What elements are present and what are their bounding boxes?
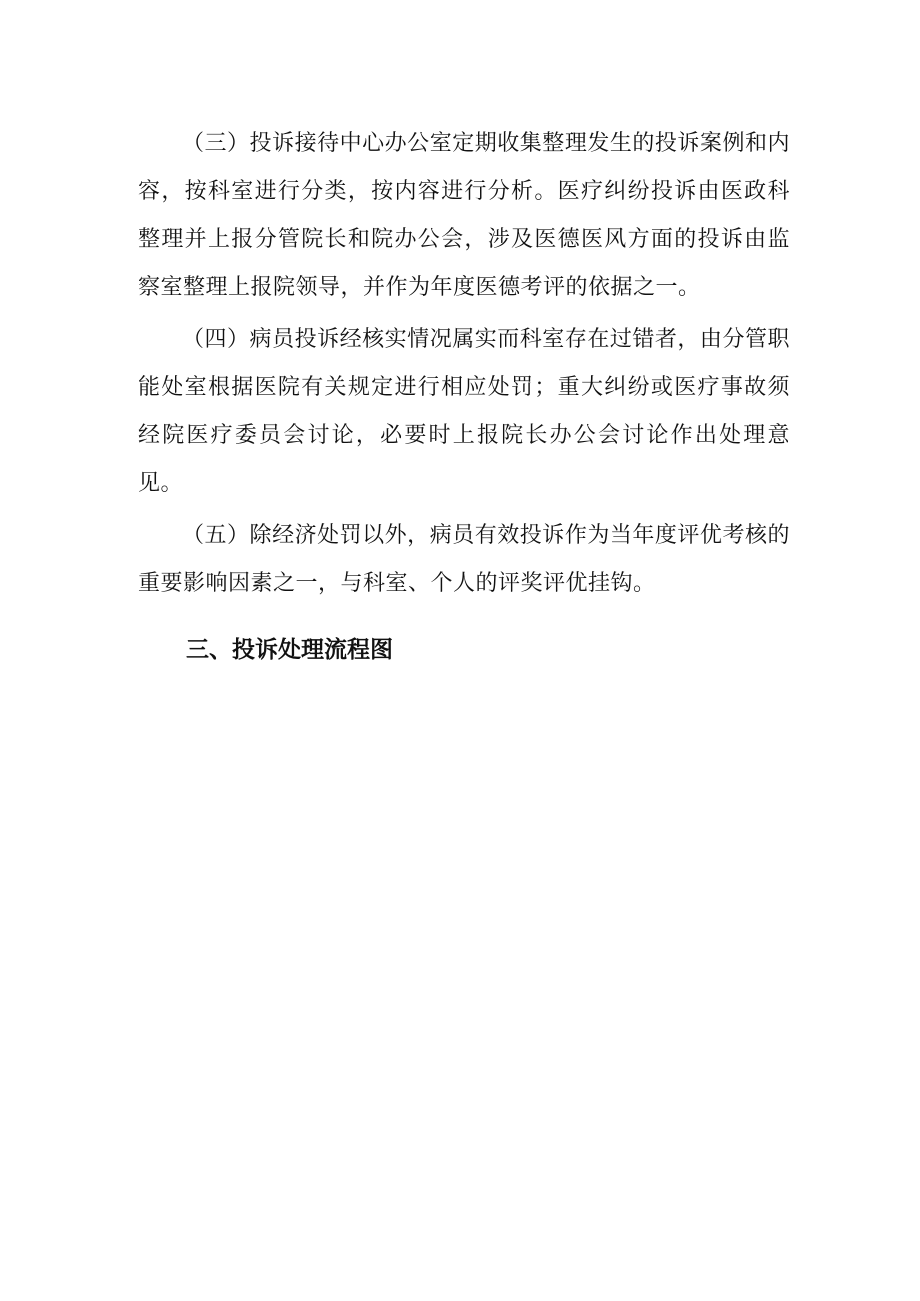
section-heading: 三、投诉处理流程图 bbox=[186, 637, 393, 663]
paragraph-3: （三）投诉接待中心办公室定期收集整理发生的投诉案例和内容，按科室进行分类，按内容进行分析。医疗纠纷投诉由医政科整理并上报分管院长和院办公会，涉及医德医风方面的投诉由监察室整理上报院领导，并作为年度医德考评的依据之一。 bbox=[138, 131, 790, 300]
paragraph-4: （四）病员投诉经核实情况属实而科室存在过错者，由分管职能处室根据医院有关规定进行相应处罚；重大纠纷或医疗事故须经院医疗委员会讨论，必要时上报院长办公会讨论作出处理意见。 bbox=[138, 327, 790, 496]
paragraph-5: （五）除经济处罚以外，病员有效投诉作为当年度评优考核的重要影响因素之一，与科室、个人的评奖评优挂钩。 bbox=[138, 523, 790, 596]
document-body bbox=[138, 120, 790, 674]
